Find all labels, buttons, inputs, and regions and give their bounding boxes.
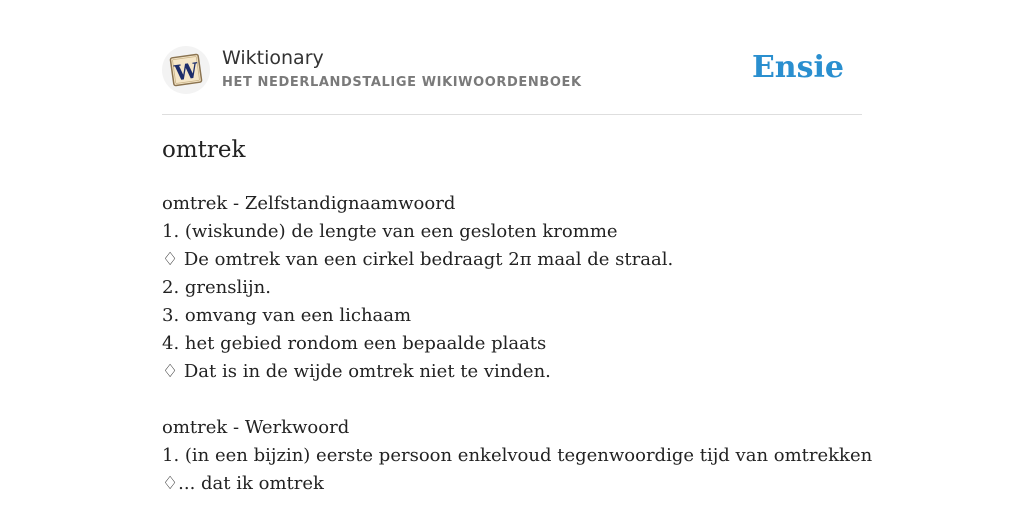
section-spacer bbox=[162, 386, 882, 414]
definition-line: 4. het gebied rondom een bepaalde plaats bbox=[162, 333, 547, 354]
definition-line: 3. omvang van een lichaam bbox=[162, 305, 412, 326]
entry-title: omtrek bbox=[162, 137, 246, 163]
site-subtitle: HET NEDERLANDSTALIGE WIKIWOORDENBOEK bbox=[222, 75, 582, 90]
definition-line: 2. grenslijn. bbox=[162, 277, 271, 298]
site-name[interactable]: Wiktionary bbox=[222, 47, 324, 69]
example-line: ♢ Dat is in de wijde omtrek niet te vinden. bbox=[162, 361, 551, 382]
wiktionary-logo-icon[interactable] bbox=[162, 46, 210, 94]
section-heading: omtrek - Werkwoord bbox=[162, 417, 350, 438]
example-line: ♢ De omtrek van een cirkel bedraagt 2π maal de straal. bbox=[162, 249, 674, 270]
definition-line: 1. (wiskunde) de lengte van een gesloten kromme bbox=[162, 221, 618, 242]
svg-text:W: W bbox=[172, 57, 200, 86]
entry-content bbox=[162, 190, 882, 498]
section-heading: omtrek - Zelfstandignaamwoord bbox=[162, 193, 456, 214]
site-header bbox=[162, 44, 862, 115]
ensie-link[interactable]: Ensie bbox=[751, 50, 844, 85]
definition-line: 1. (in een bijzin) eerste persoon enkelvoud tegenwoordige tijd van omtrekken bbox=[162, 445, 873, 466]
example-line: ♢... dat ik omtrek bbox=[162, 473, 324, 494]
